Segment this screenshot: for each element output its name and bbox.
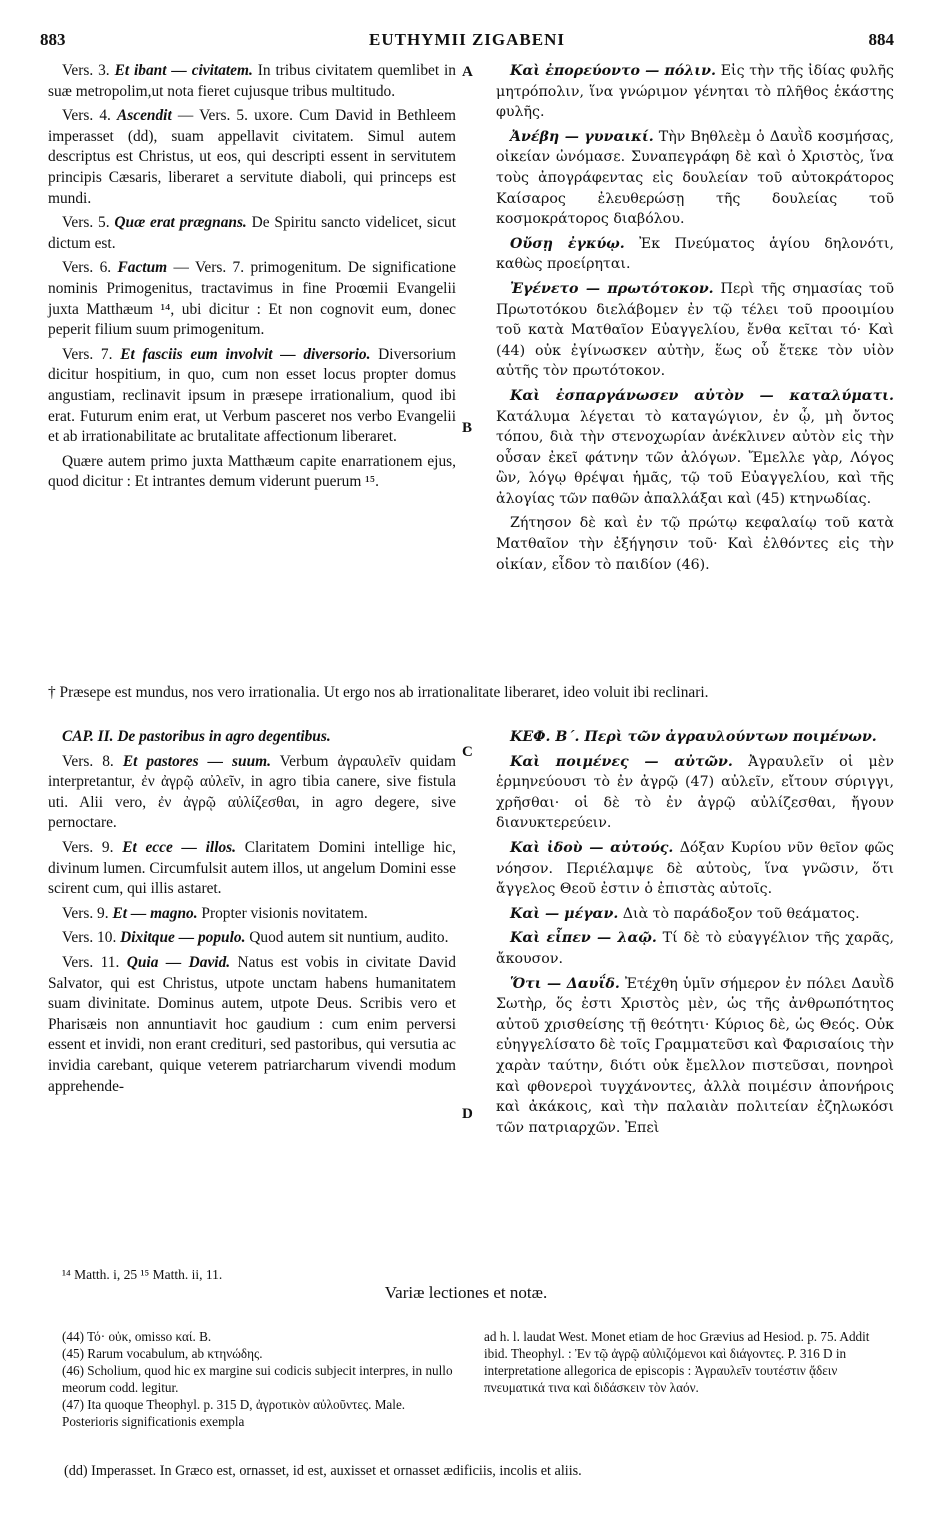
running-header <box>40 30 894 52</box>
paragraph <box>48 106 456 209</box>
latin-column <box>48 61 456 497</box>
paragraph <box>496 386 894 510</box>
paragraph-text: Ἐκ Πνεύματος ἁγίου δηλονότι, καθὼς προείρηται. <box>496 235 894 273</box>
notes-left-column <box>62 1328 462 1430</box>
paragraph-text: Ἀγραυλεῖν οἱ μὲν ἑρμηνεύουσι τὸ ἐν ἀγρῷ (47) αὐλεῖν, εἴτουν σύριγγι, χρῆσθαι· οἱ δὲ τὸ ἐν ἀγρῷ αὐλίζεσθαι, ἤγουν διανυκτερεύειν. <box>496 753 894 832</box>
paragraph-text: Quod autem sit nuntium, audito. <box>245 929 449 947</box>
paragraph-text: Diversorium dicitur hospitium, in quo, cum non esset locus propter domus angustiam, reclinavit ipsum in præsepe irrationalium, quod ibi erat. Futurum enim erat, ut Verbum pasceret nos verbo Evangelii et ab irrationabilitate ac brutalitate affectionum liberaret. <box>48 345 456 446</box>
paragraph-text: Verbum ἀγραυλεῖν quidam interpretantur, ἐν ἀγρῷ αὐλεῖν, in agro tibia canere, sive fistula uti. Alii vero, ἐν ἀγρῷ αὐλίζεσθαι, in agro degere, sive pernoctare. <box>48 752 456 832</box>
paragraph <box>48 345 456 448</box>
lemma: Καὶ — μέγαν. <box>510 905 619 922</box>
paragraph-text: Δόξαν Κυρίου νῦν θεῖον φῶς νόησον. Περιέλαμψε δὲ αὐτοὺς, ἵνα γνῶσιν, ὅτι ἄγγελος Θεοῦ ἐστιν ὁ ἐπιστὰς αὐτοῖς. <box>496 839 895 898</box>
paragraph-text: Τὴν Βηθλεὲμ ὁ Δαυῒδ κοσμήσας, οἰκείαν ὠνόμασε. Συναπεγράφη δὲ καὶ ὁ Χριστὸς, ἵνα τοὺς ἀπογράφεντας εἰς δουλείαν τοῦ αὐτοκράτορος Καίσαρος ἐλευθερώσῃ τῆς δουλείας τοῦ κοσμοκράτορος διαβόλου. <box>496 128 894 228</box>
verse-ref: Vers. 6. <box>62 259 118 277</box>
paragraph <box>496 234 894 275</box>
verse-ref: Vers. 3. <box>62 62 115 79</box>
paragraph <box>48 904 456 925</box>
lemma: Ὅτι — Δαυΐδ. <box>510 975 620 992</box>
bottom-note: (dd) Imperasset. In Græco est, ornasset, id est, auxisset et ornasset ædificiis, incolis et aliis. <box>64 1463 582 1479</box>
greek-column <box>496 61 894 579</box>
notes-right-column <box>484 1328 894 1396</box>
lemma: Οὔσῃ ἐγκύῳ. <box>510 235 625 252</box>
lemma: Καὶ ἰδοὺ — αὐτούς. <box>510 839 674 856</box>
lemma: Quia — David. <box>126 953 231 971</box>
margin-letter-d: D <box>462 1106 473 1122</box>
verse-ref: Vers. 10. <box>62 929 121 947</box>
margin-letter-c: C <box>462 744 473 760</box>
running-title: EUTHYMII ZIGABENI <box>368 30 565 49</box>
paragraph <box>48 953 456 1097</box>
lemma: Ἐγένετο — πρωτότοκον. <box>510 280 714 297</box>
paragraph-text: Εἰς τὴν τῆς ἰδίας φυλῆς μητρόπολιν, ἵνα γνώριμον γένηται τὸ πλῆθος ἑκάστης φυλῆς. <box>496 63 894 121</box>
note-item: (46) Scholium, quod hic ex margine sui codicis subjecit interpres, in nullo meorum codd. legitur. <box>62 1363 453 1395</box>
paragraph-text: Ἐτέχθη ὑμῖν σήμερον ἐν πόλει Δαυῒδ Σωτὴρ, ὅς ἐστι Χριστὸς μὲν, ὡς τῆς ἀνθρωπότητος αὐτοῦ χρισθείσης τῇ θεότητι· Κύριος δὲ, ὡς Θεός. Οὐκ εὐηγγελίσατο δὲ τοῖς Γραμματεῦσι καὶ Φαρισαίοις τὴν χαρὰν ταύτην, διότι οὐκ ἔμελλον πιστεῦσαι, πονηροὶ καὶ φθονεροὶ τυγχάνοντες, ἀλλὰ ποιμέσιν ἀπονήροις καὶ ἀκάκοις, καὶ τὴν παλαιὰν πολιτείαν ἐζηλωκόσι τῶν πατριαρχῶν. Ἐπεὶ <box>496 975 894 1136</box>
paragraph-text: Natus est vobis in civitate David Salvator, qui est Christus, utpote unctam habens humanitatem suam divinitate. Dominus autem, utpote Deus. Scribis vero et Pharisæis non annuntiavit hoc gaudium : cum enim perversi essent et invidi, non erant credituri, sed pastoribus, qui versutia ac invidia carebant, quique veterem patriarcharum vivendi modum apprehende- <box>48 953 456 1095</box>
paragraph <box>48 61 456 102</box>
paragraph-text: — Vers. 5. uxore. Cum David in Bethleem imperasset (dd), suam appellavit civitatem. Simul autem descriptus est Christus, ut eos, qui descripti essent in servitutem principis Cæsaris, liberaret a servitute diaboli, qui princeps est mundi. <box>48 107 456 207</box>
paragraph <box>48 258 456 340</box>
paragraph <box>496 513 894 575</box>
paragraph <box>48 928 456 949</box>
margin-letter-a: A <box>462 64 473 80</box>
lemma: Ἀνέβη — γυναικί. <box>510 128 654 145</box>
notes-title: Variæ lectiones et notæ. <box>384 1283 548 1302</box>
paragraph <box>48 838 456 900</box>
paragraph <box>496 727 894 748</box>
full-width-line: † Præsepe est mundus, nos vero irrationalia. Ut ergo nos ab irrationalitate liberaret, ideo voluit ibi reclinari. <box>48 684 709 701</box>
verse-ref: Vers. 7. <box>62 345 121 363</box>
footnote-references: ¹⁴ Matth. i, 25 ¹⁵ Matth. ii, 11. <box>62 1267 223 1282</box>
paragraph <box>496 904 894 925</box>
lemma: Et pastores — suum. <box>122 752 271 770</box>
note-item: ad h. l. laudat West. Monet etiam de hoc Grævius ad Hesiod. p. 75. Addit ibid. Theophyl. : Ἐν τῷ ἀγρῷ αὐλιζόμενοι καὶ διάγοντες. P. 316 D in interpretatione allegorica de episcopis : Ἀγραυλεῖν τουτέστιν ᾄδειν πνευματικά τινα καὶ διδάσκειν τὸν λαόν. <box>484 1329 870 1395</box>
paragraph-text: Ζήτησον δὲ καὶ ἐν τῷ πρώτῳ κεφαλαίῳ τοῦ κατὰ Ματθαῖον τὴν ἐξήγησιν τοῦ· Καὶ ἐλθόντες εἰς τὴν οἰκίαν, εἶδον τὸ παιδίον (46). <box>496 515 894 573</box>
lemma: Dixitque — populo. <box>120 929 246 947</box>
paragraph-text: Διὰ τὸ παράδοξον τοῦ θεάματος. <box>618 905 860 922</box>
note-item: (45) Rarum vocabulum, ab κτηνώδης. <box>62 1346 263 1361</box>
paragraph-text: Τί δὲ τὸ εὐαγγέλιον τῆς χαρᾶς, ἄκουσον. <box>496 930 894 967</box>
paragraph-text: In tribus civitatem quemlibet in suæ metropolim,ut nota fieret cujusque tribus multitudo. <box>48 62 457 100</box>
verse-ref: Vers. 8. <box>62 752 123 770</box>
latin-column-lower <box>48 727 456 1101</box>
paragraph <box>496 928 894 969</box>
lemma: ΚΕΦ. Β΄. Περὶ τῶν ἀγραυλούντων ποιμένων. <box>510 729 877 745</box>
lemma: Καὶ ἐσπαργάνωσεν αὐτὸν — καταλύματι. <box>510 387 894 404</box>
lemma: Quæ erat prægnans. <box>114 214 247 232</box>
paragraph-text: Claritatem Domini intellige hic, divinum lumen. Circumfulsit autem illos, ut angelum Domini esse scirent cum, qui illis astaret. <box>48 838 456 898</box>
paragraph <box>48 752 456 834</box>
verse-ref: Vers. 9. <box>62 838 123 856</box>
lemma: CAP. II. De pastoribus in agro degentibus. <box>62 728 331 745</box>
note-item: (44) Τό· οὐκ, omisso καί. B. <box>62 1329 212 1344</box>
paragraph <box>48 452 456 493</box>
page-number-left: 883 <box>40 30 66 49</box>
paragraph <box>496 752 894 834</box>
paragraph <box>496 127 894 230</box>
lemma: Factum <box>117 259 168 277</box>
paragraph-text: Quære autem primo juxta Matthæum capite enarrationem ejus, quod dicitur : Et intrantes demum viderunt puerum ¹⁵. <box>48 452 456 491</box>
verse-ref: Vers. 4. <box>62 107 117 125</box>
paragraph-text: Κατάλυμα λέγεται τὸ καταγώγιον, ἐν ᾧ, μὴ ὄντος τόπου, διὰ τὴν στενοχωρίαν ἀνέκλινεν αὐτὸν εἰς τὴν οὖσαν ἐκεῖ φάτνην τῶν ἀλόγων. Ἔμελλε γὰρ, Λόγος ὢν, λόγῳ θρέψαι ἡμᾶς, τῷ τοῦ Εὐαγγελίου, καὶ τῆς ἀλογίας τῶν παθῶν ἀπαλλάξαι καὶ (45) κτηνωδίας. <box>496 408 894 507</box>
lemma: Καὶ ἐπορεύοντο — πόλιν. <box>510 63 716 79</box>
paragraph <box>48 213 456 254</box>
lemma: Et fasciis eum involvit — diversorio. <box>120 345 371 363</box>
margin-letter-b: B <box>462 420 473 436</box>
paragraph-text: — Vers. 7. primogenitum. De significatione nominis Primogenitus, tractavimus in fine Proœmii Evangelii juxta Matthæum ¹⁴, ubi dicitur : Et non cognovit eum, donec peperit filium suum primogenitum. <box>48 259 456 339</box>
paragraph <box>496 974 894 1139</box>
verse-ref: Vers. 5. <box>62 214 115 232</box>
paragraph-text: Περὶ τῆς σημασίας τοῦ Πρωτοτόκου διελάβομεν ἐν τῷ τέλει τοῦ προοιμίου τοῦ κατὰ Ματθαῖον Εὐαγγελίου, ἔνθα κεῖται τό· Καὶ (44) οὐκ ἐγίνωσκεν αὐτὴν, ἕως οὗ ἔτεκε τὸν υἱὸν αὐτῆς τὸν πρωτότοκον. <box>496 280 894 380</box>
lemma: Et ibant — civitatem. <box>114 62 253 79</box>
lemma: Καὶ ποιμένες — αὐτῶν. <box>510 753 733 770</box>
paragraph <box>496 838 894 900</box>
note-item: (47) Ita quoque Theophyl. p. 315 D, ἀγροτικὸν αὐλοῦντες. Male. Posterioris significationis exempla <box>62 1397 406 1429</box>
paragraph <box>48 727 456 748</box>
lemma: Et — magno. <box>112 904 198 922</box>
paragraph <box>496 61 894 123</box>
paragraph <box>496 279 894 382</box>
greek-column-lower <box>496 727 894 1142</box>
verse-ref: Vers. 11. <box>62 953 127 971</box>
paragraph-text: De Spiritu sancto videlicet, sicut dictum est. <box>48 214 456 252</box>
lemma: Καὶ εἶπεν — λαῷ. <box>510 930 657 947</box>
lemma: Et ecce — illos. <box>122 838 236 856</box>
lemma: Ascendit <box>117 107 172 125</box>
page-number-right: 884 <box>868 30 894 49</box>
verse-ref: Vers. 9. <box>62 904 113 922</box>
paragraph-text: Propter visionis novitatem. <box>197 904 368 922</box>
